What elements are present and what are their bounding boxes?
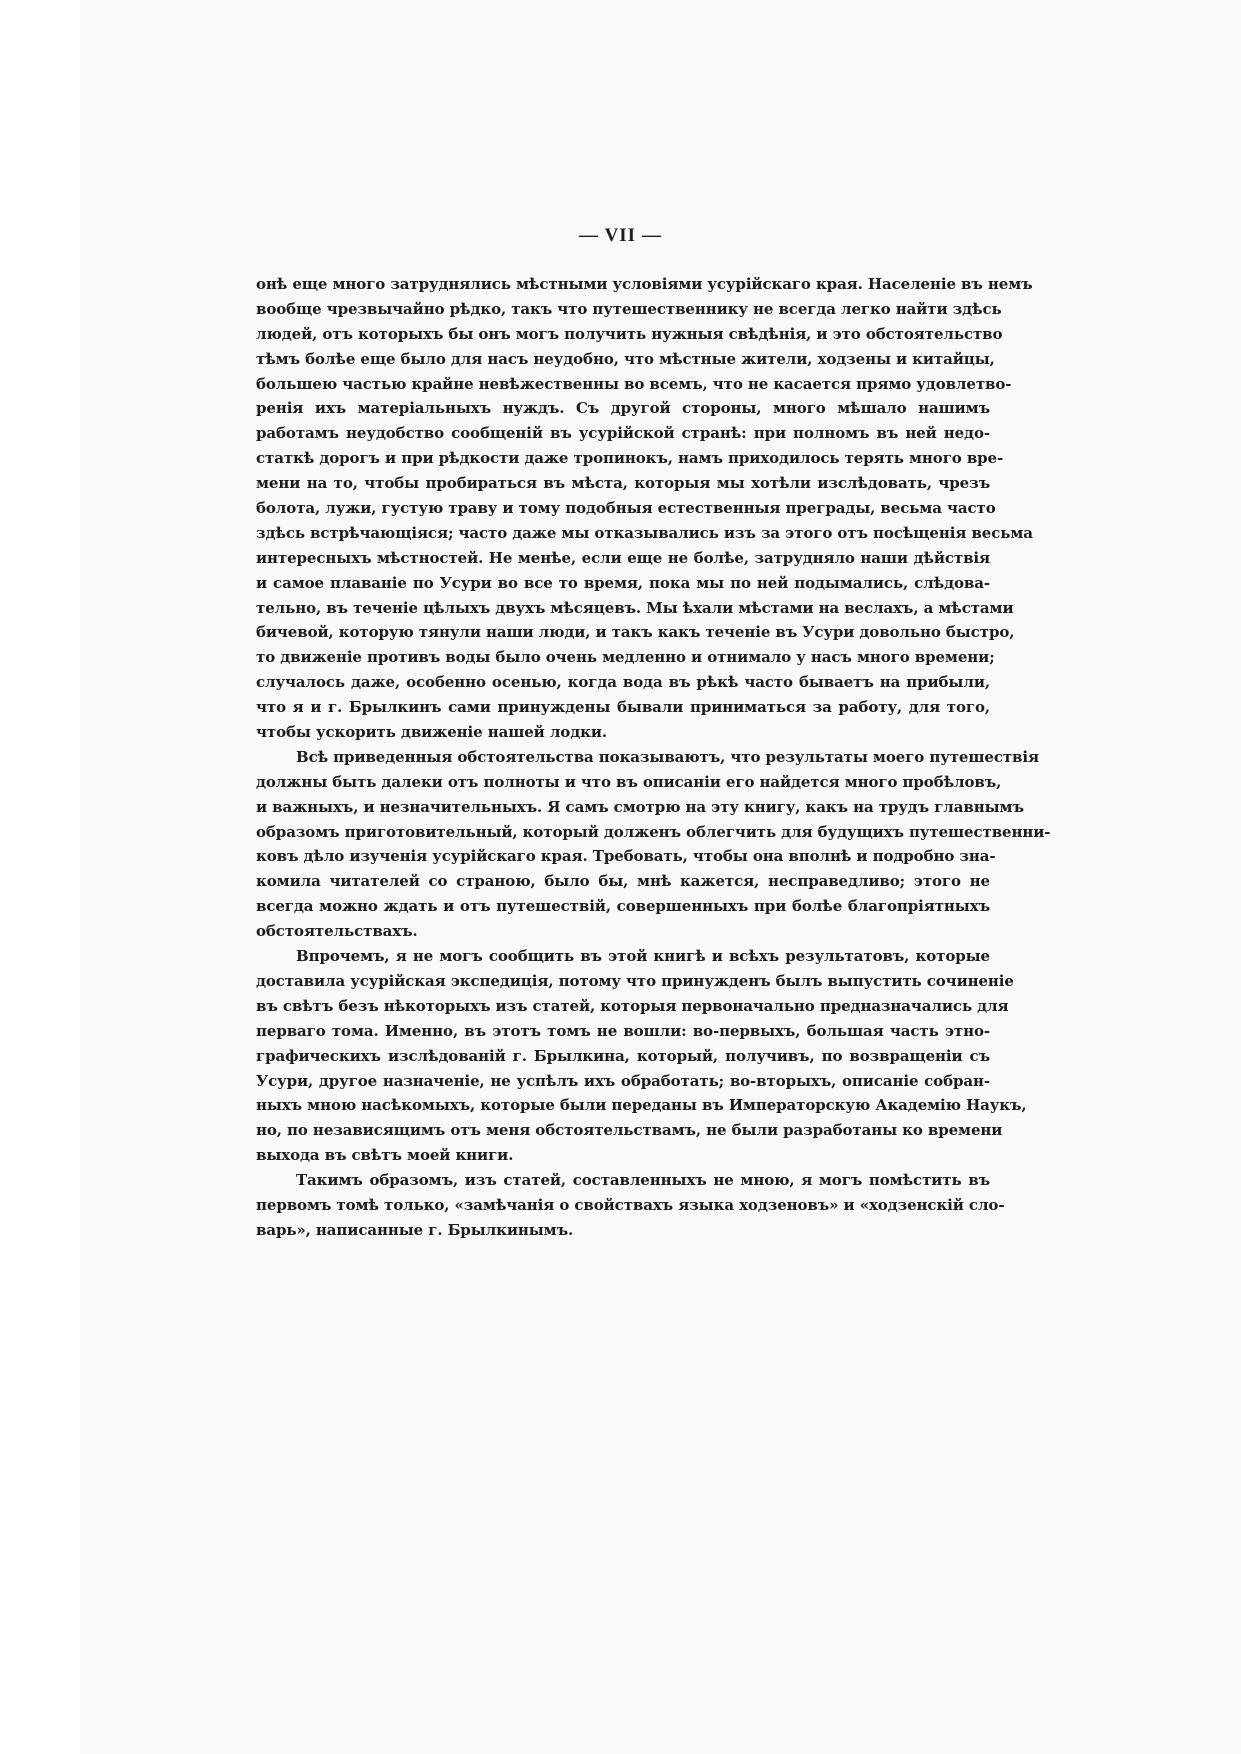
text-line: работамъ неудобство сообщеній въ усурійской странѣ: при полномъ въ ней недо- — [256, 424, 990, 443]
text-line: должны быть далеки отъ полноты и что въ описаніи его найдется много пробѣловъ, — [256, 772, 1002, 791]
page-number: — VII — — [579, 225, 662, 246]
paragraph — [256, 745, 1051, 944]
text-line: что я и г. Брылкинъ сами принуждены бывали приниматься за работу, для того, — [256, 698, 990, 717]
paragraph — [256, 1168, 1005, 1243]
text-line: доставила усурійская экспедиція, потому что принужденъ былъ выпустить сочиненіе — [256, 971, 1014, 990]
text-line: случалось даже, особенно осенью, когда вода въ рѣкѣ часто бываетъ на прибыли, — [256, 673, 990, 692]
text-line: ковъ дѣло изученія усурійскаго края. Требовать, чтобы она вполнѣ и подробно зна- — [256, 847, 996, 866]
text-line: въ свѣтъ безъ нѣкоторыхъ изъ статей, которыя первоначально предназначались для — [256, 996, 1009, 1015]
text-line: Всѣ приведенныя обстоятельства показываютъ, что результаты моего путешествія — [296, 747, 1039, 766]
text-line: Усури, другое назначеніе, не успѣлъ ихъ обработать; во-вторыхъ, описаніе собран- — [256, 1071, 990, 1090]
text-line: интересныхъ мѣстностей. Не менѣе, если еще не болѣе, затрудняло наши дѣйствія — [256, 548, 990, 567]
paragraph — [256, 272, 1033, 745]
text-line: здѣсь встрѣчающіяся; часто даже мы отказывались изъ за этого отъ посѣщенія весьма — [256, 523, 1033, 542]
text-line: то движеніе противъ воды было очень медленно и отнимало у насъ много времени; — [256, 648, 995, 667]
text-line: бичевой, которую тянули наши люди, и такъ какъ теченіе въ Усури довольно быстро, — [256, 623, 1015, 642]
text-line: графическихъ изслѣдованій г. Брылкина, который, получивъ, по возвращеніи съ — [256, 1046, 990, 1065]
paragraph — [256, 944, 1027, 1168]
text-line: но, по независящимъ отъ меня обстоятельствамъ, не были разработаны ко времени — [256, 1121, 1003, 1140]
text-line: большею частью крайне невѣжественны во всемъ, что не касается прямо удовлетво- — [256, 374, 1012, 393]
text-line: и самое плаваніе по Усури во все то время, пока мы по ней подымались, слѣдова- — [256, 573, 990, 592]
text-line: ренія ихъ матеріальныхъ нуждъ. Съ другой стороны, много мѣшало нашимъ — [256, 399, 990, 418]
text-line: и важныхъ, и незначительныхъ. Я самъ смотрю на эту книгу, какъ на трудъ главнымъ — [256, 797, 1024, 816]
text-line: людей, отъ которыхъ бы онъ могъ получить нужныя свѣдѣнія, и это обстоятельство — [256, 324, 1003, 343]
text-line: Такимъ образомъ, изъ статей, составленныхъ не мною, я могъ помѣстить въ — [296, 1171, 990, 1190]
text-line: болота, лужи, густую траву и тому подобныя естественныя преграды, весьма часто — [256, 499, 996, 518]
text-line: Впрочемъ, я не могъ сообщить въ этой книгѣ и всѣхъ результатовъ, которые — [296, 947, 990, 966]
text-line: тельно, въ теченіе цѣлыхъ двухъ мѣсяцевъ. Мы ѣхали мѣстами на веслахъ, а мѣстами — [256, 598, 1014, 617]
text-line: выхода въ свѣтъ моей книги. — [256, 1146, 514, 1165]
text-line: тѣмъ болѣе еще было для насъ неудобно, что мѣстные жители, ходзены и китайцы, — [256, 349, 995, 368]
text-line: ныхъ мною насѣкомыхъ, которые были переданы въ Императорскую Академію Наукъ, — [256, 1096, 1027, 1115]
text-line: всегда можно ждать и отъ путешествій, совершенныхъ при болѣе благопріятныхъ — [256, 897, 990, 916]
text-line: варь», написанные г. Брылкинымъ. — [256, 1220, 574, 1239]
body-text — [256, 272, 1051, 1243]
text-line: вообще чрезвычайно рѣдко, такъ что путешественнику не всегда легко найти здѣсь — [256, 299, 1002, 318]
text-line: перваго тома. Именно, въ этотъ томъ не вошли: во-первыхъ, большая часть этно- — [256, 1021, 990, 1040]
text-line: первомъ томѣ только, «замѣчанія о свойствахъ языка ходзеновъ» и «ходзенскій сло- — [256, 1195, 1005, 1214]
text-line: образомъ приготовительный, который долженъ облегчить для будущихъ путешественни- — [256, 822, 1051, 841]
text-line: мени на то, чтобы пробираться въ мѣста, которыя мы хотѣли изслѣдовать, чрезъ — [256, 474, 990, 493]
text-line: онѣ еще много затруднялись мѣстными условіями усурійскаго края. Населеніе въ немъ — [256, 275, 1033, 293]
text-line: комила читателей со страною, было бы, мнѣ кажется, несправедливо; этого не — [256, 872, 990, 891]
text-line: статкѣ дорогъ и при рѣдкости даже тропинокъ, намъ приходилось терять много вре- — [256, 449, 1004, 468]
text-line: чтобы ускорить движеніе нашей лодки. — [256, 723, 607, 742]
text-line: обстоятельствахъ. — [256, 922, 418, 941]
